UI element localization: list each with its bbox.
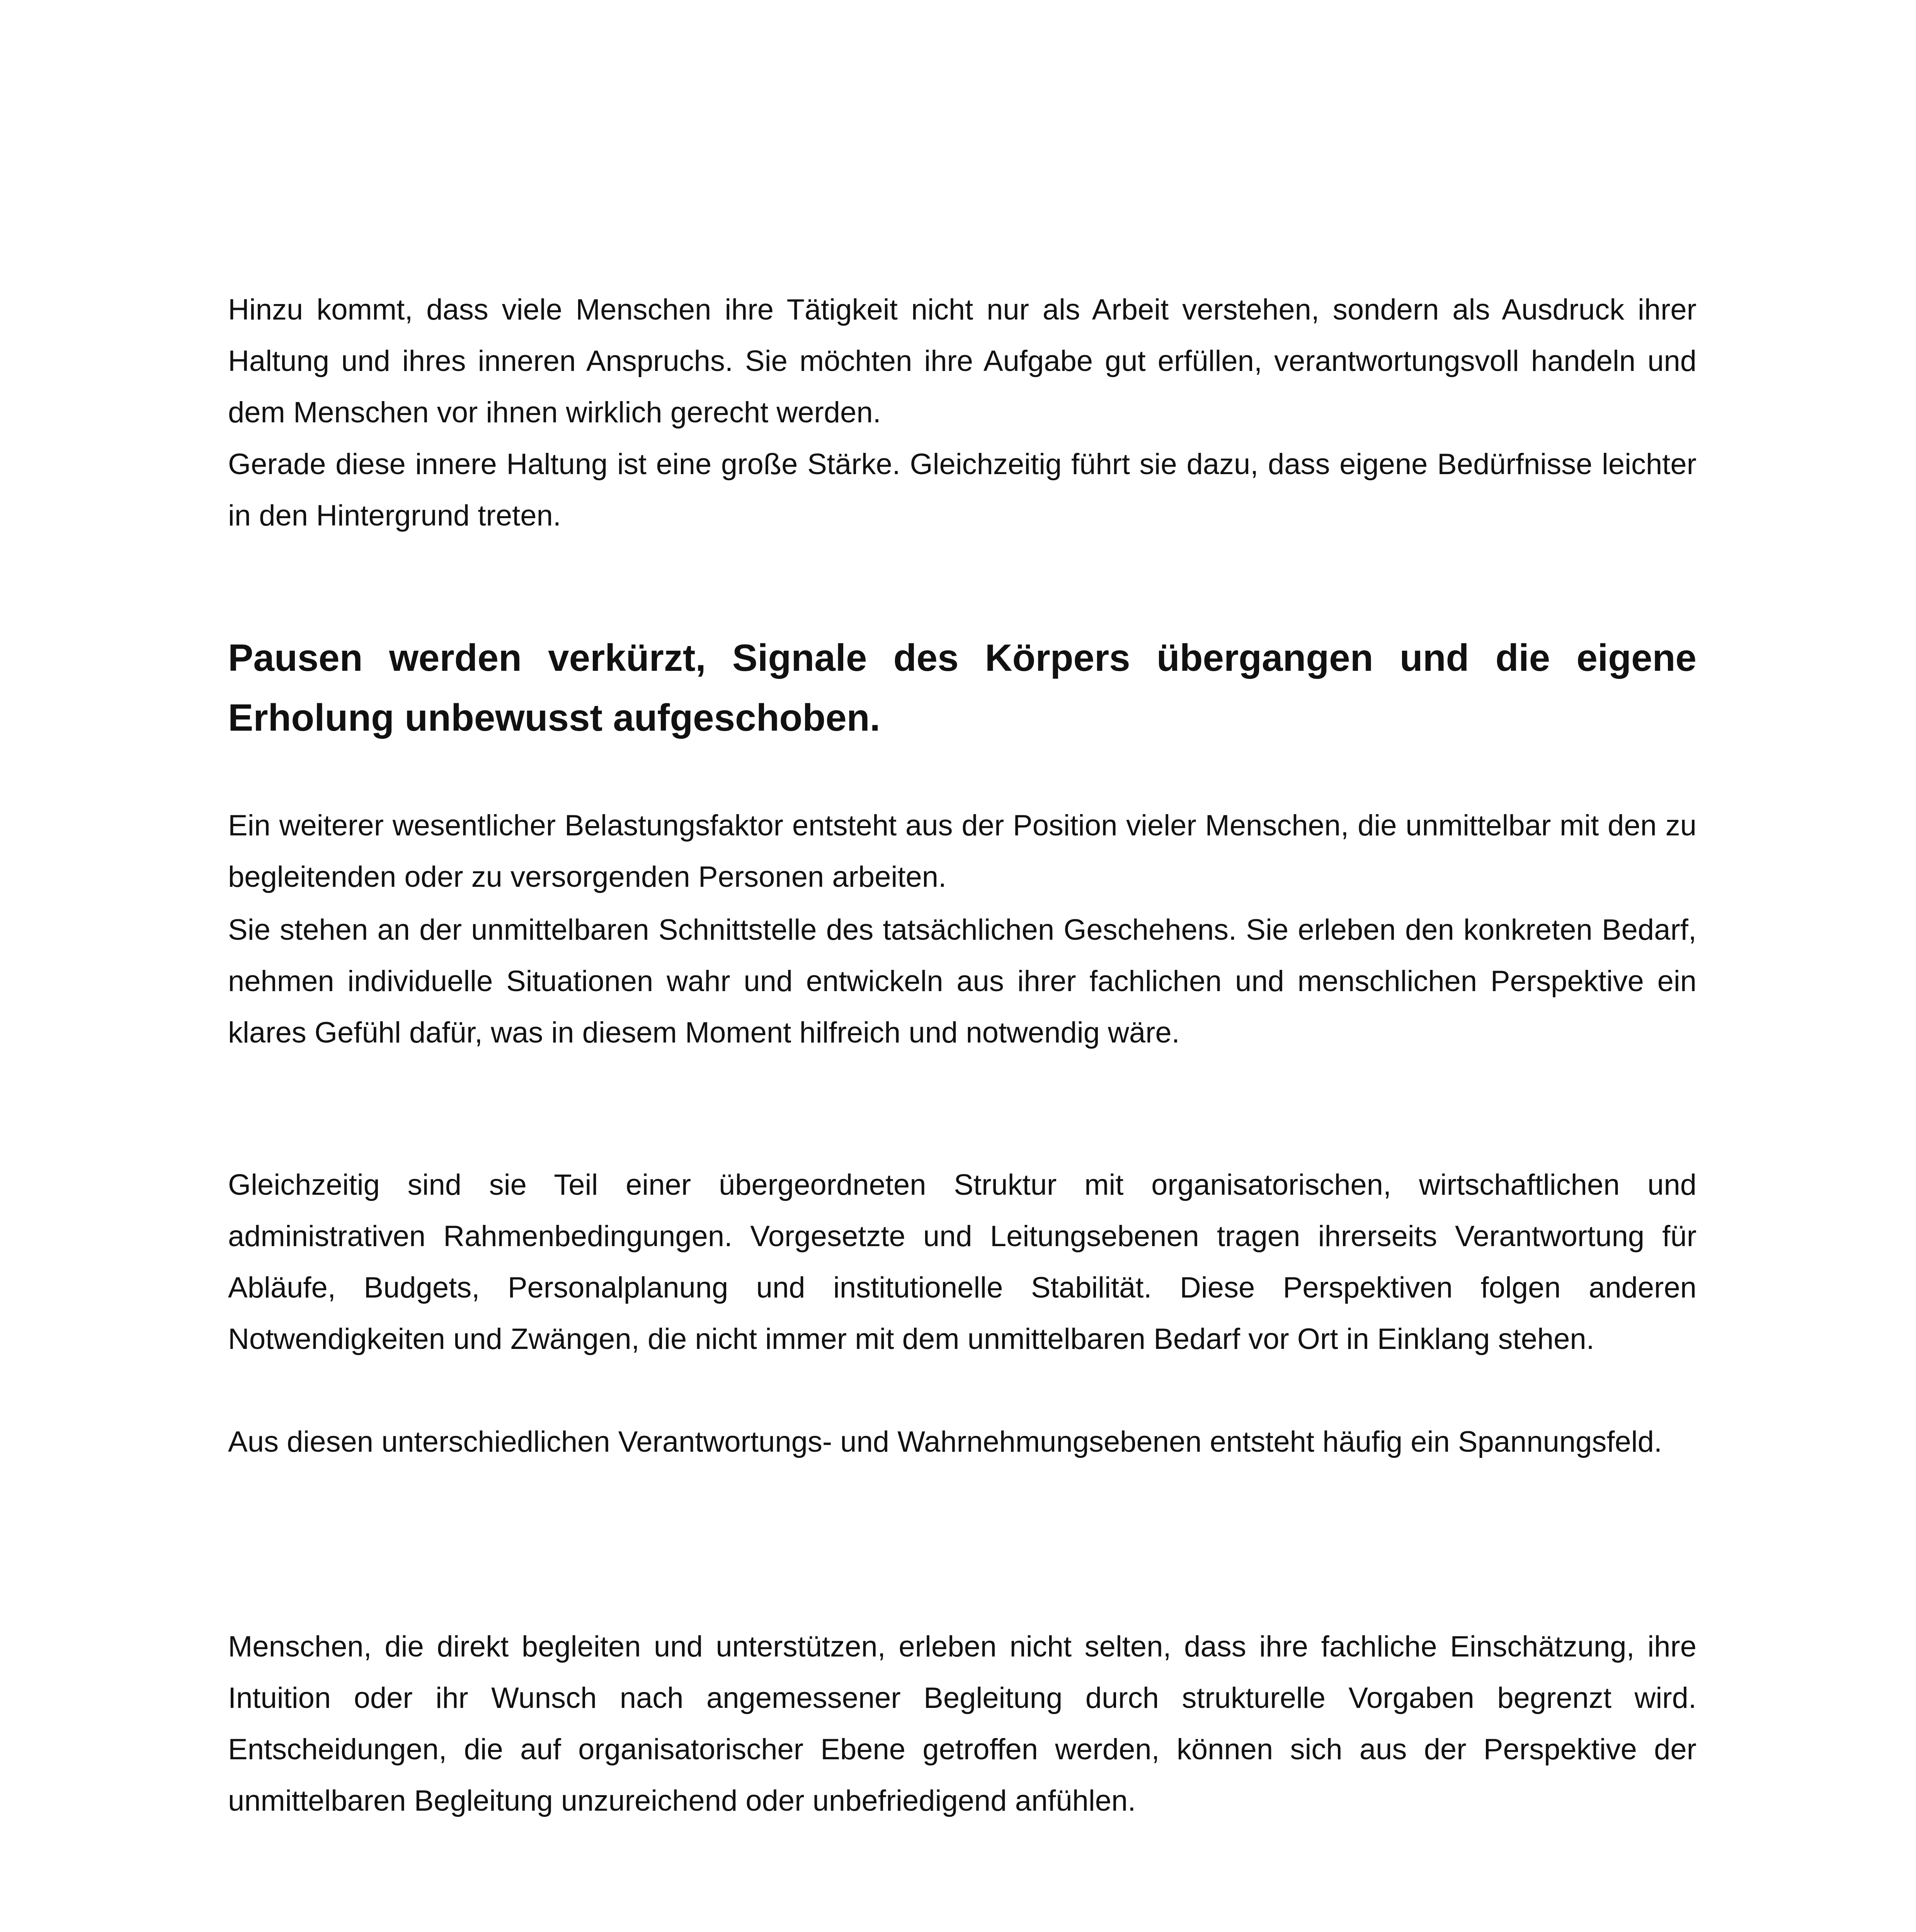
- section-heading: Pausen werden verkürzt, Signale des Körpers übergangen und die eigene Erholung unbewusst aufgeschoben.: [228, 636, 1696, 739]
- paragraph-6: Aus diesen unterschiedlichen Verantwortungs- und Wahrnehmungsebenen entsteht häufig ein Spannungsfeld.: [228, 1425, 1662, 1458]
- paragraph-1: Hinzu kommt, dass viele Menschen ihre Tätigkeit nicht nur als Arbeit verstehen, sondern als Ausdruck ihrer Haltung und ihres inneren Anspruchs. Sie möchten ihre Aufgabe gut erfüllen, verantwortungsvoll handeln und dem Menschen vor ihnen wirklich gerecht werden.: [228, 293, 1696, 429]
- paragraph-7: Menschen, die direkt begleiten und unterstützen, erleben nicht selten, dass ihre fachliche Einschätzung, ihre Intuition oder ihr Wunsch nach angemessener Begleitung durch strukturelle Vorgaben begrenzt wird. Entscheidungen, die auf organisatorischer Ebene getroffen werden, können sich aus der Perspektive der unmittelbaren Begleitung unzureichend oder unbefriedigend anfühlen.: [228, 1630, 1696, 1817]
- paragraph-5: Gleichzeitig sind sie Teil einer übergeordneten Struktur mit organisatorischen, wirtschaftlichen und administrativen Rahmenbedingungen. Vorgesetzte und Leitungsebenen tragen ihrerseits Verantwortung für Abläufe, Budgets, Personalplanung und institutionelle Stabilität. Diese Perspektiven folgen anderen Notwendigkeiten und Zwängen, die nicht immer mit dem unmittelbaren Bedarf vor Ort in Einklang stehen.: [228, 1168, 1696, 1355]
- paragraph-4: Sie stehen an der unmittelbaren Schnittstelle des tatsächlichen Geschehens. Sie erleben den konkreten Bedarf, nehmen individuelle Situationen wahr und entwickeln aus ihrer fachlichen und menschlichen Perspektive ein klares Gefühl dafür, was in diesem Moment hilfreich und notwendig wäre.: [228, 913, 1696, 1049]
- paragraph-2: Gerade diese innere Haltung ist eine große Stärke. Gleichzeitig führt sie dazu, dass eigene Bedürfnisse leichter in den Hintergrund treten.: [228, 448, 1696, 532]
- paragraph-3: Ein weiterer wesentlicher Belastungsfaktor entsteht aus der Position vieler Menschen, die unmittelbar mit den zu begleitenden oder zu versorgenden Personen arbeiten.: [228, 809, 1696, 893]
- paragraph-8: [228, 1928, 1696, 1932]
